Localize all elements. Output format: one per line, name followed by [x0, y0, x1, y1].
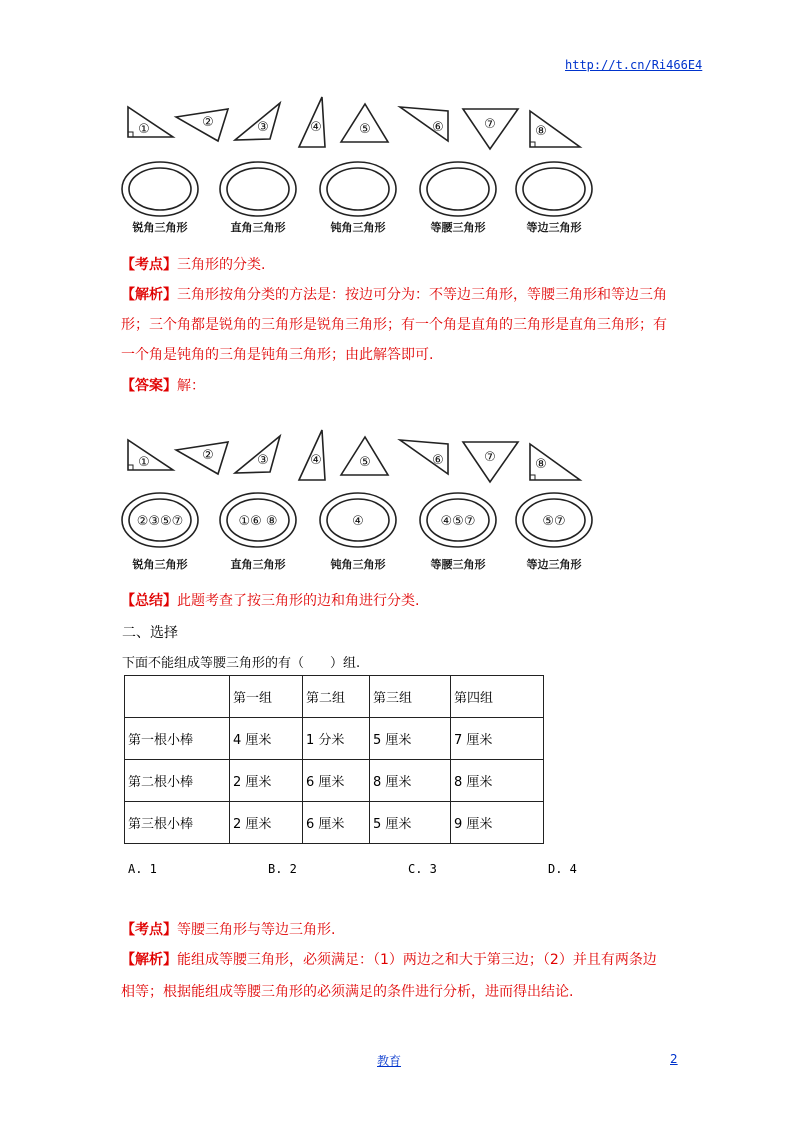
table-cell: 1 分米 [303, 718, 370, 760]
shape-label: ⑧ [535, 457, 547, 472]
answer-label: ⑤⑦ [542, 514, 566, 529]
table-cell: 第三根小棒 [125, 802, 230, 844]
category-label: 等腰三角形 [430, 221, 486, 234]
table-cell: 第二根小棒 [125, 760, 230, 802]
table-cell: 9 厘米 [451, 802, 544, 844]
category-label: 等边三角形 [526, 221, 582, 234]
daan-text: 解： [177, 378, 205, 394]
header-url[interactable]: http://t.cn/Ri466E4 [565, 58, 703, 72]
table-header-row [125, 676, 544, 718]
table-row [125, 718, 544, 760]
shape-label: ③ [257, 453, 269, 468]
category-label: 直角三角形 [230, 221, 286, 234]
jiexi-tag: 【解析】 [121, 287, 177, 303]
shape-label: ⑥ [432, 120, 444, 135]
summary-text: 此题考查了按三角形的边和角进行分类. [177, 593, 420, 609]
answer-label: ④⑤⑦ [440, 514, 476, 529]
kaodian-tag: 【考点】 [121, 257, 177, 273]
page-number: 2 [670, 1052, 678, 1066]
table-cell: 2 厘米 [230, 760, 303, 802]
kaodian-text: 等腰三角形与等边三角形. [177, 922, 336, 938]
jiexi-line: 三角形按角分类的方法是：按边可分为：不等边三角形，等腰三角形和等边三角 [177, 287, 667, 303]
shape-label: ⑤ [359, 122, 371, 137]
shape-label: ⑧ [535, 124, 547, 139]
category-label: 直角三角形 [230, 558, 286, 571]
answer-figure [118, 428, 598, 571]
table-header-cell: 第一组 [230, 676, 303, 718]
shape-label: ③ [257, 120, 269, 135]
shape-label: ② [202, 448, 214, 463]
jiexi-line: 形；三个角都是锐角的三角形是锐角三角形；有一个角是直角的三角形是直角三角形；有 [121, 317, 667, 333]
choice-a[interactable]: A. 1 [128, 862, 157, 876]
answer-label: ①⑥ ⑧ [238, 514, 278, 529]
jiexi-line: 能组成等腰三角形，必须满足：（1）两边之和大于第三边；（2）并且有两条边 [177, 952, 657, 968]
table-row [125, 802, 544, 844]
section-heading: 二、选择 [122, 625, 178, 641]
shape-label: ① [138, 122, 150, 137]
shape-label: ⑦ [484, 450, 496, 465]
daan-tag: 【答案】 [121, 378, 177, 394]
table-cell: 5 厘米 [370, 802, 451, 844]
category-label: 等腰三角形 [430, 558, 486, 571]
shape-label: ⑥ [432, 453, 444, 468]
jiexi-tag: 【解析】 [121, 952, 177, 968]
table-cell: 8 厘米 [451, 760, 544, 802]
choice-d[interactable]: D. 4 [548, 862, 577, 876]
jiexi-line: 相等；根据能组成等腰三角形的必须满足的条件进行分析，进而得出结论. [121, 984, 574, 1000]
choice-c[interactable]: C. 3 [408, 862, 437, 876]
table-header-cell [125, 676, 230, 718]
sticks-table-wrap [124, 675, 544, 844]
kaodian-2 [121, 917, 681, 943]
shape-label: ④ [310, 453, 322, 468]
triangle-1 [128, 107, 173, 137]
category-label: 锐角三角形 [132, 558, 188, 571]
table-header-cell: 第四组 [451, 676, 544, 718]
category-ovals [122, 162, 592, 216]
sticks-table [124, 675, 544, 844]
shape-label: ⑦ [484, 117, 496, 132]
jiexi-2 [121, 947, 681, 1005]
table-cell: 第一根小棒 [125, 718, 230, 760]
triangle-figure-svg [118, 95, 598, 240]
summary-tag: 【总结】 [121, 593, 177, 609]
answer-label: ④ [352, 514, 364, 529]
table-row [125, 760, 544, 802]
shape-label: ⑤ [359, 455, 371, 470]
jiexi-line: 一个角是钝角的三角是钝角三角形；由此解答即可. [121, 347, 434, 363]
table-cell: 5 厘米 [370, 718, 451, 760]
kaodian-text: 三角形的分类. [177, 257, 266, 273]
table-cell: 4 厘米 [230, 718, 303, 760]
table-cell: 6 厘米 [303, 760, 370, 802]
category-label: 钝角三角形 [330, 558, 386, 571]
answer-label: ②③⑤⑦ [136, 514, 184, 529]
triangle-figure [118, 95, 598, 235]
table-cell: 2 厘米 [230, 802, 303, 844]
category-label: 锐角三角形 [132, 221, 188, 234]
shape-label: ② [202, 115, 214, 130]
category-label: 等边三角形 [526, 558, 582, 571]
kaodian-tag: 【考点】 [121, 922, 177, 938]
table-cell: 8 厘米 [370, 760, 451, 802]
category-label: 钝角三角形 [330, 221, 386, 234]
table-cell: 7 厘米 [451, 718, 544, 760]
footer-center[interactable]: 教育 [377, 1054, 402, 1068]
summary [121, 588, 681, 614]
triangle-1 [128, 440, 173, 470]
question-text: 下面不能组成等腰三角形的有（ ）组. [122, 656, 361, 671]
shape-label: ① [138, 455, 150, 470]
jiexi-1 [121, 282, 681, 368]
table-header-cell: 第三组 [370, 676, 451, 718]
table-cell: 6 厘米 [303, 802, 370, 844]
kaodian-1 [121, 252, 681, 278]
daan-1 [121, 373, 681, 399]
shape-label: ④ [310, 120, 322, 135]
answer-figure-svg [118, 428, 598, 578]
choice-b[interactable]: B. 2 [268, 862, 297, 876]
table-header-cell: 第二组 [303, 676, 370, 718]
